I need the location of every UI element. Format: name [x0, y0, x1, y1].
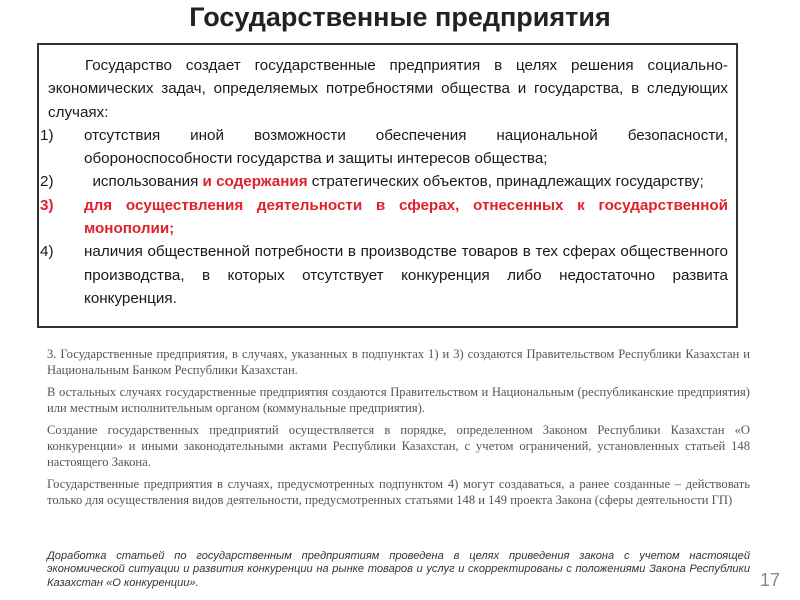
cases-intro: Государство создает государственные предприятия в целях решения социально-экономических задач, определяемых потребностями общества и государства, в следующих случаях: — [48, 57, 728, 121]
case-number: 2) — [40, 173, 54, 191]
case-text: наличия общественной потребности в производстве товаров в тех сферах общественного производства, в которых отсутствует конкуренция либо недостаточно развита конкуренция. — [84, 243, 728, 307]
case-text — [84, 170, 728, 193]
case-item-3 — [40, 194, 728, 241]
case-number: 4) — [40, 243, 54, 261]
case-text: отсутствия иной возможности обеспечения национальной безопасности, обороноспособности государства и защиты интересов общества; — [84, 126, 728, 168]
slide-title: Государственные предприятия — [189, 2, 611, 32]
paragraph: Государственные предприятия в случаях, предусмотренных подпунктом 4) могут создаваться, а ранее созданные – действовать только для осуществления видов деятельности, предусмотренных статьями 148 и 149 проекта Закона (сферы деятельности ГП) — [47, 477, 750, 507]
cases-box — [37, 43, 738, 328]
explanation-text — [47, 347, 750, 515]
paragraph: Создание государственных предприятий осуществляется в порядке, определенном Законом Республики Казахстан «О конкуренции» и иными законодательными актами Республики Казахстан, с учетом ограничений, установленных статьей 148 настоящего Закона. — [47, 423, 750, 469]
case-item-2 — [40, 170, 728, 193]
case-item-1 — [40, 124, 728, 171]
case-item-4 — [40, 240, 728, 310]
case-text-after: стратегических объектов, принадлежащих государству; — [307, 173, 704, 191]
case-text-accent: и содержания — [198, 173, 308, 191]
case-number: 1) — [40, 126, 54, 144]
page-number: 17 — [759, 570, 780, 590]
paragraph: 3. Государственные предприятия, в случаях, указанных в подпунктах 1) и 3) создаются Правительством Республики Казахстан и Национальным Банком Республики Казахстан. — [47, 347, 750, 377]
case-text-before: использования — [92, 173, 199, 191]
case-number: 3) — [40, 196, 54, 214]
case-text: для осуществления деятельности в сферах, отнесенных к государственной монополии; — [84, 196, 728, 238]
revision-note: Доработка статьей по государственным предприятиям проведена в целях приведения закона с учетом настоящей экономической ситуации и развития конкуренции на рынке товаров и услуг и скорректированы с положениями Закона Республики Казахстан «О конкуренции». — [47, 550, 750, 589]
paragraph: В остальных случаях государственные предприятия создаются Правительством и Национальным (республиканские предприятия) или местным исполнительным органом (коммунальные предприятия). — [47, 385, 750, 415]
